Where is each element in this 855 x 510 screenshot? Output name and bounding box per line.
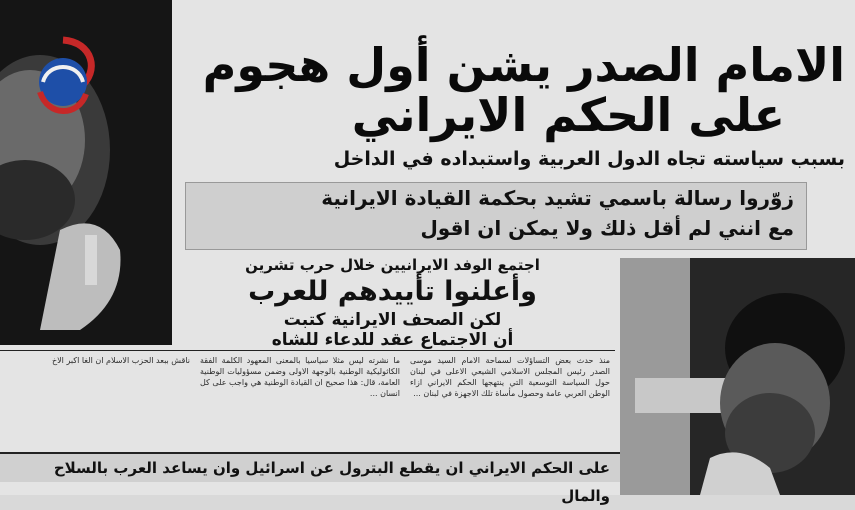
mid-deck — [180, 310, 605, 350]
headline-line-1: الامام الصدر يشن أول هجوم — [202, 38, 845, 92]
mid-deck-line-1: لكن الصحف الايرانية كتبت — [283, 310, 502, 330]
column-text: منذ حدث بعض التساؤلات لسماحة الامام السيد موسى الصدر رئيس المجلس الاسلامي الشيعي الاعلى في لبنان حول السياسة التوسعية التي ينتهجها الحكم الايراني ازاء الوطن العربي عامة وحصول مأساة تلك الاجهزة في لبنان ... — [410, 356, 610, 398]
article-column-left — [5, 355, 190, 443]
footer-headline — [0, 452, 620, 505]
quote-banner — [185, 182, 807, 250]
column-text: ناقش ببعد الحزب الاسلام ان الغا اكبر الاخ — [51, 356, 190, 365]
divider — [0, 350, 615, 351]
main-headline — [185, 40, 845, 140]
mid-headline: وأعلنوا تأييدهم للعرب — [248, 276, 537, 307]
photo-portrait-right — [620, 258, 855, 495]
banner-line-1: زوّروا رسالة باسمي تشيد بحكمة القيادة الايرانية — [321, 186, 794, 210]
footer-text: على الحكم الايراني ان يقطع البترول عن اسرائيل وان يساعد العرب بالسلاح والمال — [53, 459, 610, 505]
photo-portrait-left — [0, 0, 172, 345]
headline-line-2: على الحكم الايراني — [351, 88, 785, 142]
channel-logo-icon — [18, 32, 108, 132]
mid-deck-line-2: أن الاجتماع عقد للدعاء للشاه — [271, 330, 514, 350]
banner-line-2: مع انني لم أقل ذلك ولا يمكن ان اقول — [420, 216, 794, 240]
subheadline: بسبب سياسته تجاه الدول العربية واستبداده في الداخل — [333, 148, 845, 170]
article-column-right — [410, 355, 610, 443]
article-column-middle — [200, 355, 400, 443]
column-text: ما نشرته ليس مثلا سياسيا بالمعنى المعهود الكلمة الفقة الكاثوليكية الوطنية بالوجهة الاولى وضمن مسؤوليات الوطنية العامة، قال: هذا صحيح ان القيادة الوطنية هي واجب على كل انسان ... — [200, 356, 400, 398]
mid-kicker: اجتمع الوفد الايرانيين خلال حرب تشرين — [245, 256, 540, 274]
